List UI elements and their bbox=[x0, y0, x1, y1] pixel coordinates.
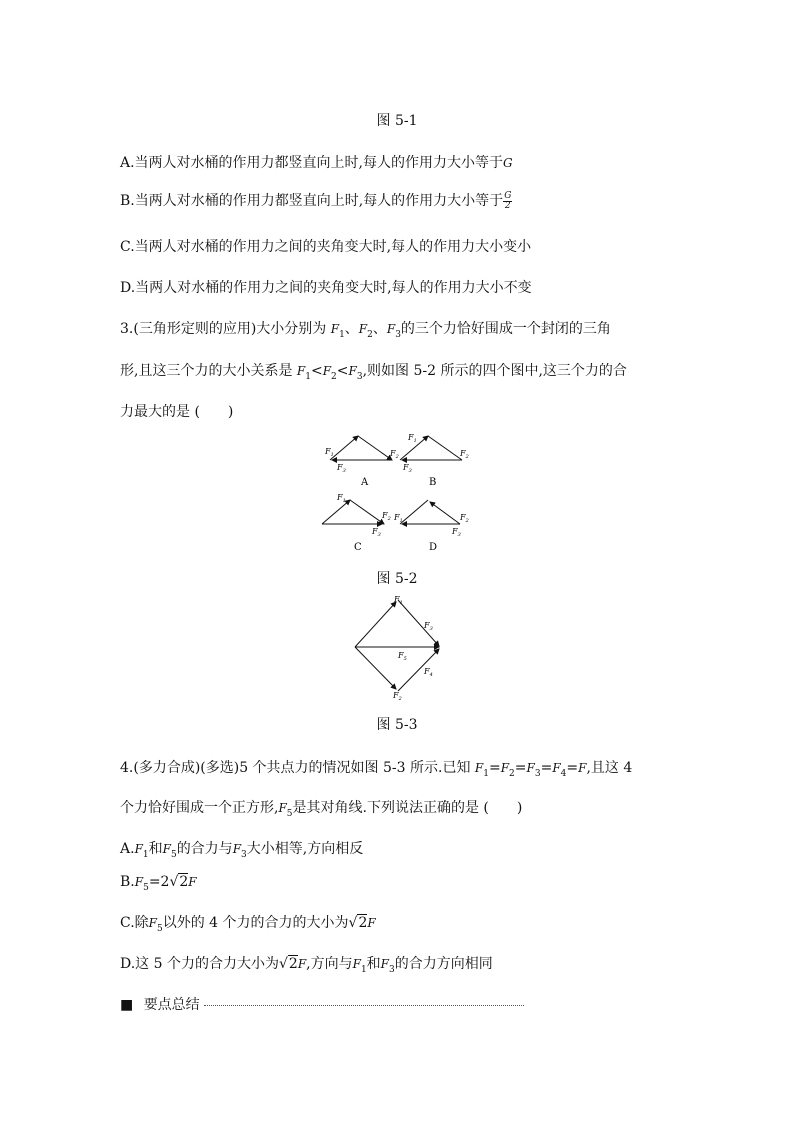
fraction-g-over-2: $\frac{G}{2}$ bbox=[504, 190, 512, 211]
label-5-3-f4: $F_4$ bbox=[424, 667, 433, 678]
diagram-c-label: C bbox=[354, 542, 362, 553]
option-2d: D.当两人对水桶的作用力之间的夹角变大时,每人的作用力大小不变 bbox=[120, 280, 532, 296]
figure-5-2-caption: 图 5-2 bbox=[376, 571, 418, 587]
option-4b: $B.F_5=2√2F$ bbox=[120, 874, 197, 893]
option-4c: C.除$F_5$以外的 4 个力的合力的大小为√2F bbox=[120, 915, 376, 934]
option-4a: $A.F_1$和$F_5$的合力与$F_3$大小相等,方向相反 bbox=[120, 841, 364, 860]
diagram-d bbox=[400, 500, 460, 524]
label-d-f3: $F_3$ bbox=[452, 527, 461, 538]
figure-5-2 bbox=[310, 428, 490, 558]
question-3-line-2: 形,且这三个力的大小关系是 $F_1<F_2<F_3$,则如图 5-2 所示的四个图中,这三个力的合 bbox=[120, 363, 627, 382]
label-c-f3: $F_3$ bbox=[372, 527, 381, 538]
summary-title: 要点总结 bbox=[143, 997, 200, 1013]
diagram-a bbox=[330, 436, 392, 460]
figure-5-3-caption: 图 5-3 bbox=[376, 717, 418, 733]
diagram-a-label: A bbox=[361, 477, 369, 488]
question-4-line-2: 个力恰好围成一个正方形$,F_5$是其对角线.下列说法正确的是 ( ) bbox=[120, 800, 523, 819]
label-b-f1: $F_1$ bbox=[408, 433, 417, 444]
label-d-f1: $F_1$ bbox=[394, 513, 403, 524]
option-2c: C.当两人对水桶的作用力之间的夹角变大时,每人的作用力大小变小 bbox=[120, 239, 532, 255]
summary-dotted-rule bbox=[204, 1005, 524, 1006]
label-a-f1: $F_1$ bbox=[325, 447, 334, 458]
summary-heading bbox=[120, 994, 524, 1014]
figure-5-1-caption: 图 5-1 bbox=[376, 113, 418, 129]
label-5-3-f1: $F_1$ bbox=[394, 595, 403, 606]
label-d-f2: $F_2$ bbox=[460, 513, 469, 524]
label-a-f2: $F_2$ bbox=[390, 449, 399, 460]
diagram-c bbox=[322, 500, 384, 524]
question-3-line-1: 3.(三角形定则的应用)大小分别为 $F_1$、$F_2$、$F_3$的三个力恰好围成一个封闭的三角 bbox=[120, 321, 611, 340]
label-5-3-f3: $F_3$ bbox=[424, 621, 433, 632]
option-2a: A.当两人对水桶的作用力都竖直向上时,每人的作用力大小等于G bbox=[120, 155, 513, 171]
figure-5-3 bbox=[340, 590, 460, 705]
summary-bullet: ■ bbox=[120, 997, 134, 1013]
question-4-line-1: 4.(多力合成)(多选)5 个共点力的情况如图 5-3 所示.已知 $F_1=F_2=F_3=F_4=F$,且这 4 bbox=[120, 760, 633, 779]
diagram-d-label: D bbox=[429, 542, 438, 553]
label-b-f3: $F_3$ bbox=[403, 463, 412, 474]
option-4d: D.这 5 个力的合力大小为√2F,方向与$F_1$和$F_3$的合力方向相同 bbox=[120, 956, 493, 975]
label-c-f2: $F_2$ bbox=[382, 511, 391, 522]
label-a-f3: $F_3$ bbox=[337, 463, 346, 474]
question-3-line-3: 力最大的是 ( ) bbox=[120, 404, 234, 420]
label-b-f2: $F_2$ bbox=[460, 449, 469, 460]
option-2b: B.当两人对水桶的作用力都竖直向上时,每人的作用力大小等于 $\frac{G}{2}$ bbox=[120, 190, 512, 211]
diagram-b-label: B bbox=[429, 477, 437, 488]
label-5-3-f2: $F_2$ bbox=[393, 691, 402, 702]
label-c-f1: $F_1$ bbox=[337, 493, 346, 504]
label-5-3-f5: $F_5$ bbox=[398, 651, 407, 662]
